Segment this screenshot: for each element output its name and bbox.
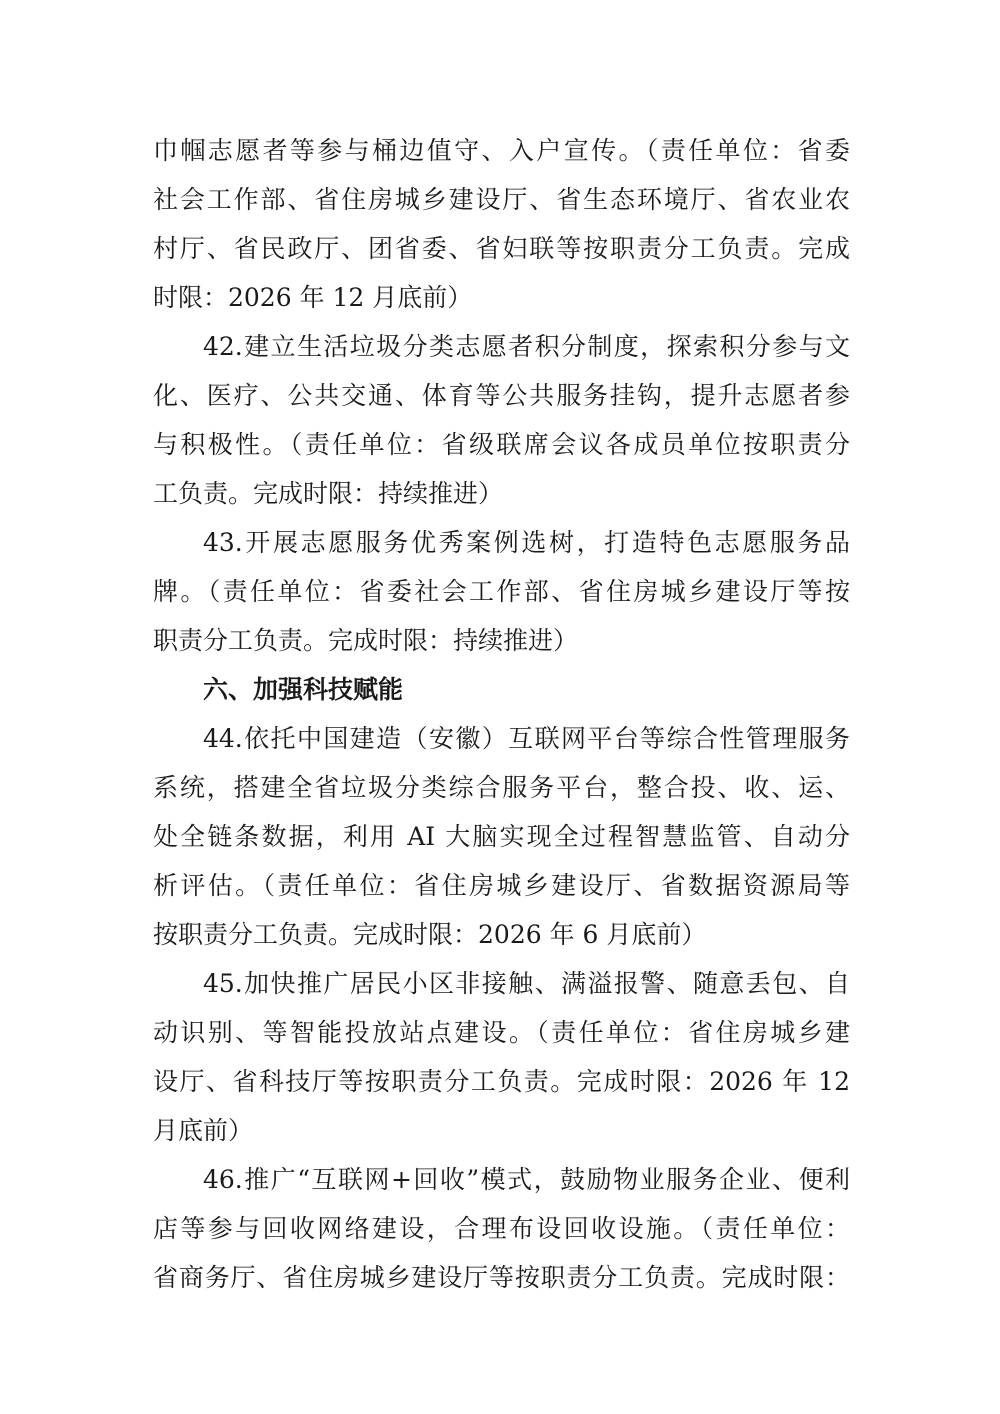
- text-line: 化、医疗、公共交通、体育等公共服务挂钩，提升志愿者参: [153, 381, 850, 410]
- text-line: 工负责。完成时限：持续推进）: [153, 479, 504, 508]
- text-line: 处全链条数据，利用 AI 大脑实现全过程智慧监管、自动分: [153, 822, 850, 851]
- text-line: 社会工作部、省住房城乡建设厅、省生态环境厅、省农业农: [153, 185, 850, 214]
- text-line: 时限：2026 年 12 月底前）: [153, 283, 473, 312]
- text-line: 按职责分工负责。完成时限：2026 年 6 月底前）: [153, 920, 707, 949]
- paragraph-46-start: 46.推广“互联网+回收”模式，鼓励物业服务企业、便利: [203, 1165, 850, 1194]
- text-line: 设厅、省科技厅等按职责分工负责。完成时限：2026 年 12: [153, 1067, 850, 1096]
- text-line: 巾帼志愿者等参与桶边值守、入户宣传。（责任单位：省委: [153, 136, 850, 165]
- paragraph-44-start: 44.依托中国建造（安徽）互联网平台等综合性管理服务: [203, 724, 850, 753]
- paragraph-42-start: 42.建立生活垃圾分类志愿者积分制度，探索积分参与文: [203, 332, 850, 361]
- text-line: 牌。（责任单位：省委社会工作部、省住房城乡建设厅等按: [153, 577, 850, 606]
- text-line: 动识别、等智能投放站点建设。（责任单位：省住房城乡建: [153, 1018, 850, 1047]
- paragraph-45-start: 45.加快推广居民小区非接触、满溢报警、随意丢包、自: [203, 969, 850, 998]
- text-line: 省商务厅、省住房城乡建设厅等按职责分工负责。完成时限：: [153, 1263, 850, 1292]
- section-heading: 六、加强科技赋能: [203, 675, 404, 704]
- text-line: 与积极性。（责任单位：省级联席会议各成员单位按职责分: [153, 430, 850, 459]
- text-line: 店等参与回收网络建设，合理布设回收设施。（责任单位：: [153, 1214, 850, 1243]
- text-line: 职责分工负责。完成时限：持续推进）: [153, 626, 579, 655]
- text-line: 析评估。（责任单位：省住房城乡建设厅、省数据资源局等: [153, 871, 850, 900]
- text-line: 村厅、省民政厅、团省委、省妇联等按职责分工负责。完成: [153, 234, 850, 263]
- text-line: 系统，搭建全省垃圾分类综合服务平台，整合投、收、运、: [153, 773, 850, 802]
- paragraph-43-start: 43.开展志愿服务优秀案例选树，打造特色志愿服务品: [203, 528, 850, 557]
- text-line: 月底前）: [153, 1116, 254, 1145]
